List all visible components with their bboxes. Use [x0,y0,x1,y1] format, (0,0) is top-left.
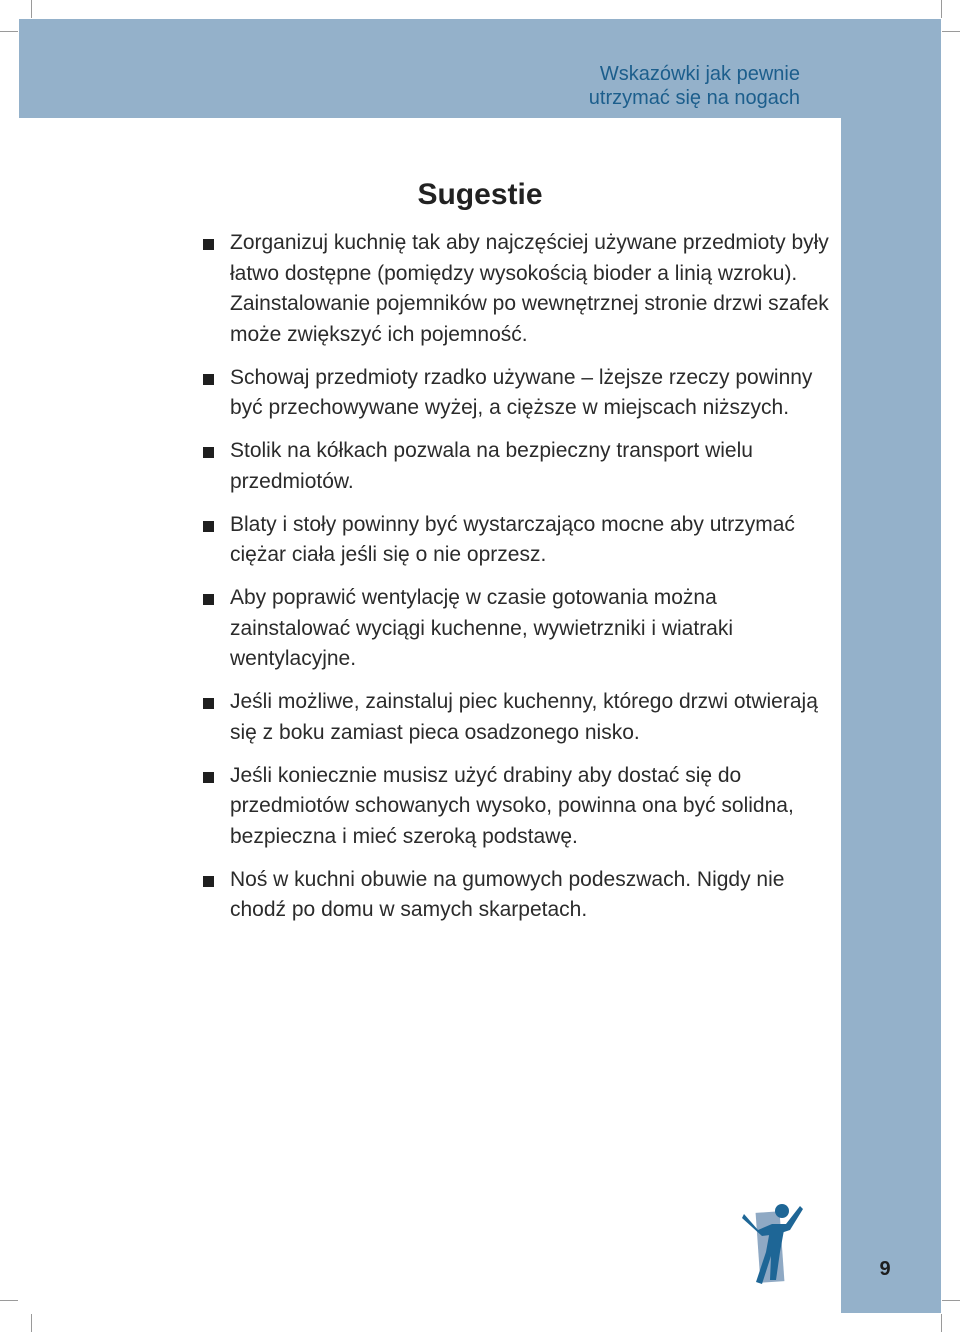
crop-mark [942,31,960,32]
tip-item [230,436,830,497]
crop-mark [941,1314,942,1332]
tip-item [230,510,830,571]
square-bullet-icon [203,447,214,458]
square-bullet-icon [203,374,214,385]
section-header-line-1: Wskazówki jak pewnie [599,63,800,85]
tip-item [230,583,830,675]
section-header-line-2: utrzymać się na nogach [588,87,800,109]
person-figure-icon [740,1200,806,1286]
square-bullet-icon [203,698,214,709]
side-band [841,19,941,1313]
tip-text: Jeśli możliwe, zainstaluj piec kuchenny, którego drzwi otwierają się z boku zamiast pieca osadzonego nisko. [230,690,818,744]
crop-mark [0,31,18,32]
tips-list [230,228,830,938]
tip-item [230,761,830,853]
section-header [400,62,800,110]
square-bullet-icon [203,772,214,783]
crop-mark [942,1300,960,1301]
square-bullet-icon [203,239,214,250]
crop-mark [31,0,32,18]
tip-item [230,363,830,424]
page-number: 9 [879,1258,891,1280]
square-bullet-icon [203,594,214,605]
crop-mark [0,1300,18,1301]
tip-item [230,228,830,350]
tip-text: Noś w kuchni obuwie na gumowych podeszwach. Nigdy nie chodź po domu w samych skarpetach. [230,867,785,921]
logo-head [775,1204,789,1218]
square-bullet-icon [203,521,214,532]
square-bullet-icon [203,876,214,887]
crop-mark [941,0,942,18]
tip-text: Aby poprawić wentylację w czasie gotowania można zainstalować wyciągi kuchenne, wywietrzniki i wiatraki wentylacyjne. [230,586,734,670]
tip-item [230,865,830,926]
tip-text: Blaty i stoły powinny być wystarczająco mocne aby utrzymać ciężar ciała jeśli się o nie oprzesz. [230,512,795,566]
tip-text: Zorganizuj kuchnię tak aby najczęściej używane przedmioty były łatwo dostępne (pomiędzy wysokością bioder a linią wzroku). Zainstalowanie pojemników po wewnętrznej stronie drzwi szafek może zwiększyć ich pojemność. [230,231,829,346]
tip-text: Stolik na kółkach pozwala na bezpieczny transport wielu przedmiotów. [230,439,753,493]
tip-text: Jeśli koniecznie musisz użyć drabiny aby dostać się do przedmiotów schowanych wysoko, powinna ona być solidna, bezpieczna i mieć szeroką podstawę. [230,763,794,848]
crop-mark [31,1314,32,1332]
tip-text: Schowaj przedmioty rzadko używane – lżejsze rzeczy powinny być przechowywane wyżej, a cięższe w miejscach niższych. [230,365,813,419]
tip-item [230,687,830,748]
page-title: Sugestie [417,178,543,211]
